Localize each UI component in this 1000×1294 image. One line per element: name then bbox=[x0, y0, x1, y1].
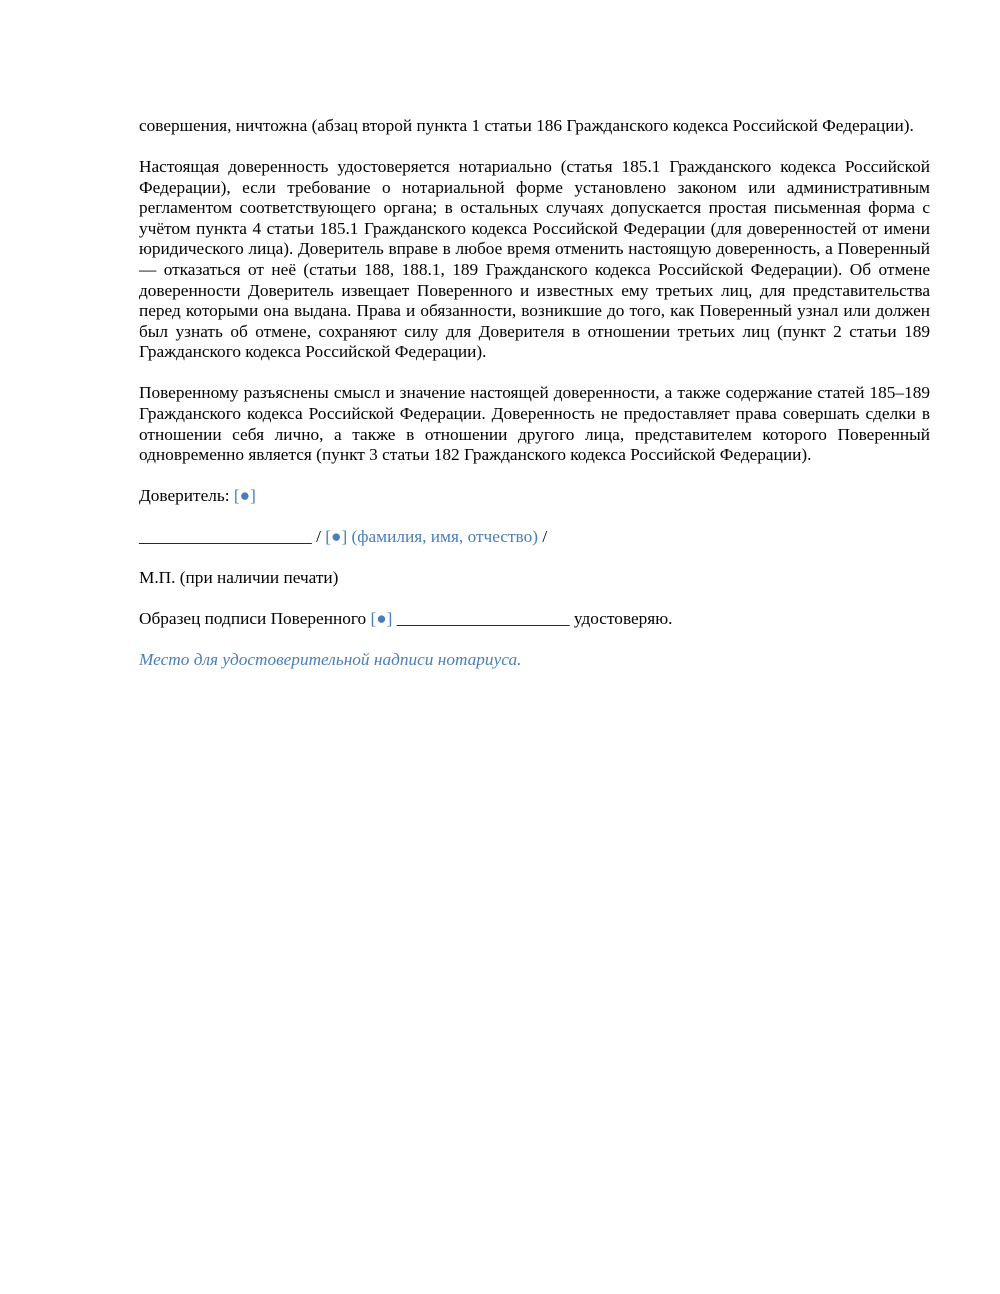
document-page bbox=[139, 116, 930, 691]
signature-line bbox=[139, 527, 930, 548]
sample-label: Образец подписи Поверенного bbox=[139, 609, 371, 629]
sample-certify: удостоверяю. bbox=[573, 609, 673, 629]
sample-blank: ____________________ bbox=[392, 609, 574, 629]
paragraph-notarization: Настоящая доверенность удостоверяется нотариально (статья 185.1 Гражданского кодекса Российской Федерации), если требование о нотариальной форме установлено законом или административным регламентом соответствующего органа; в остальных случаях допускается простая письменная форма с учётом пункта 4 статьи 185.1 Гражданского кодекса Российской Федерации (для доверенностей от имени юридического лица). Доверитель вправе в любое время отменить настоящую доверенность, а Поверенный — отказаться от неё (статьи 188, 188.1, 189 Гражданского кодекса Российской Федерации). Об отмене доверенности Доверитель извещает Поверенного и известных ему третьих лиц, для представительства перед которыми она выдана. Права и обязанности, возникшие до того, как Поверенный узнал или должен был узнать об отмене, сохраняют силу для Доверителя в отношении третьих лиц (пункт 2 статьи 189 Гражданского кодекса Российской Федерации). bbox=[139, 156, 930, 362]
signature-blank: ____________________ bbox=[139, 527, 312, 547]
signature-name-placeholder: [●] (фамилия, имя, отчество) bbox=[325, 527, 538, 547]
principal-line bbox=[139, 486, 930, 507]
signature-separator: / bbox=[311, 527, 326, 547]
sample-placeholder: [●] bbox=[370, 609, 393, 629]
principal-label: Доверитель: bbox=[139, 486, 234, 506]
paragraph-nullity: совершения, ничтожна (абзац второй пункта 1 статьи 186 Гражданского кодекса Российской Федерации). bbox=[139, 116, 914, 135]
paragraph-explanation: Поверенному разъяснены смысл и значение настоящей доверенности, а также содержание статей 185–189 Гражданского кодекса Российской Федерации. Доверенность не предоставляет права совершать сделки в отношении себя лично, а также в отношении другого лица, представителем которого Поверенный одновременно является (пункт 3 статьи 182 Гражданского кодекса Российской Федерации). bbox=[139, 383, 930, 465]
signature-end: / bbox=[538, 527, 548, 547]
principal-placeholder: [●] bbox=[233, 486, 256, 506]
seal-note: М.П. (при наличии печати) bbox=[139, 568, 339, 588]
notary-note: Место для удостоверительной надписи нотариуса. bbox=[139, 650, 522, 670]
sample-signature-line bbox=[139, 609, 930, 630]
